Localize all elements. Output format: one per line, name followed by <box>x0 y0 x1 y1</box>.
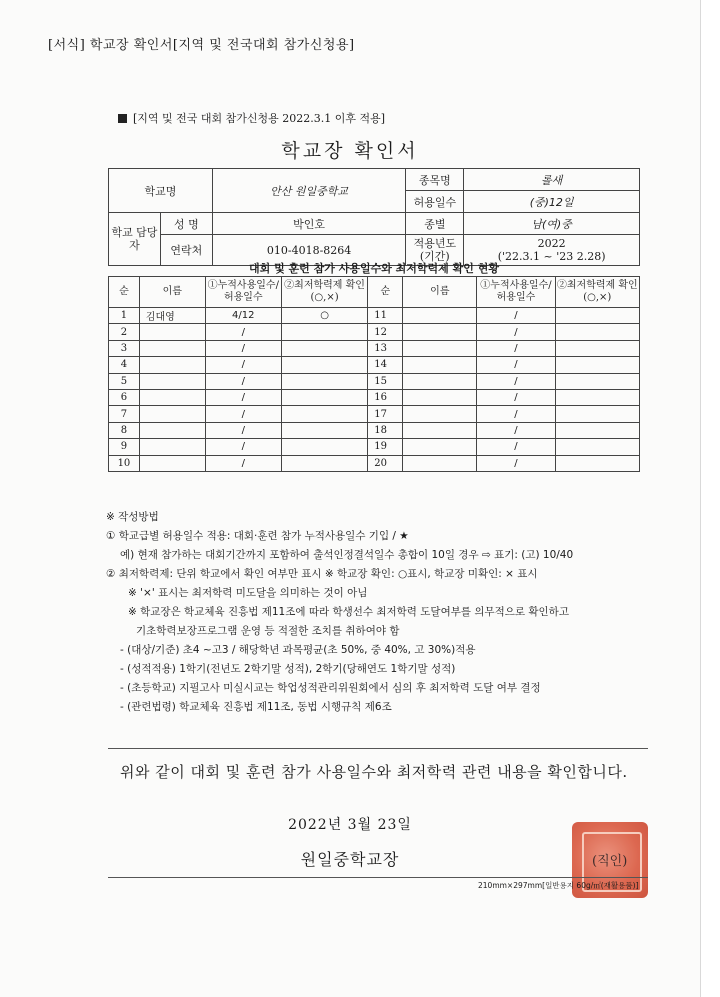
row-check <box>281 357 367 373</box>
row-days: / <box>477 308 555 324</box>
table-row <box>109 455 640 471</box>
instruction-line: - (성적적용) 1학기(전년도 2학기말 성적), 2학기(당해연도 1학기말 성적) <box>120 663 456 675</box>
notice-line <box>118 110 385 126</box>
header-check-right: ②최저학력제 확인(○,×) <box>555 277 639 308</box>
row-name <box>403 340 477 356</box>
header-check-left: ②최저학력제 확인(○,×) <box>281 277 367 308</box>
row-days: / <box>477 340 555 356</box>
instruction-line: 기초학력보장프로그램 운영 등 적절한 조치를 취하여야 함 <box>136 625 400 637</box>
row-name <box>139 389 205 405</box>
row-check <box>281 455 367 471</box>
instruction-line: ① 학교급별 허용일수 적용: 대회·훈련 참가 누적사용일수 기입 / ★ <box>106 530 409 542</box>
row-check <box>555 439 639 455</box>
row-check <box>555 340 639 356</box>
row-name <box>403 455 477 471</box>
row-check <box>281 324 367 340</box>
row-days: / <box>477 422 555 438</box>
notice-text: [지역 및 전국 대회 참가신청용 2022.3.1 이후 적용] <box>133 112 386 125</box>
divider-top <box>108 748 648 749</box>
row-name <box>139 340 205 356</box>
row-no: 12 <box>368 324 403 340</box>
row-days: / <box>205 455 281 471</box>
row-check <box>555 389 639 405</box>
row-name <box>139 406 205 422</box>
row-days: / <box>477 389 555 405</box>
row-check <box>281 340 367 356</box>
header-name-right: 이름 <box>403 277 477 308</box>
row-check <box>555 324 639 340</box>
header-days-left: ①누적사용일수/ 허용일수 <box>205 277 281 308</box>
row-days: / <box>205 357 281 373</box>
instruction-line: - (대상/기준) 초4 ~고3 / 해당학년 과목평균(초 50%, 중 40%, 고 30%)적용 <box>120 644 476 656</box>
school-label: 학교명 <box>109 169 213 213</box>
row-check <box>555 455 639 471</box>
row-days: 4/12 <box>205 308 281 324</box>
status-header-row <box>109 277 640 308</box>
row-name <box>139 422 205 438</box>
row-no: 7 <box>109 406 140 422</box>
instructions <box>106 508 666 717</box>
row-no: 3 <box>109 340 140 356</box>
row-name <box>403 422 477 438</box>
table-row <box>109 439 640 455</box>
event-value: 롤새 <box>464 169 640 191</box>
header-no-right: 순 <box>368 277 403 308</box>
row-name <box>403 373 477 389</box>
allowed-days-value: (중)12일 <box>464 191 640 213</box>
row-no: 2 <box>109 324 140 340</box>
row-name <box>403 439 477 455</box>
table-row <box>109 389 640 405</box>
period-value: ('22.3.1 ~ '23 2.28) <box>497 250 606 263</box>
row-name <box>139 373 205 389</box>
form-header: [서식] 학교장 확인서[지역 및 전국대회 참가신청용] <box>48 38 355 53</box>
instruction-line: 예) 현재 참가하는 대회기간까지 포함하여 출석인정결석일수 총합이 10일 경우 ⇨ 표기: (고) 10/40 <box>120 549 574 561</box>
row-check <box>555 406 639 422</box>
allowed-days-label: 허용일수 <box>406 191 464 213</box>
row-check <box>555 308 639 324</box>
instruction-line: - (초등학교) 지필고사 미실시교는 학업성적관리위원회에서 심의 후 최저학력 도달 여부 결정 <box>120 682 541 694</box>
row-check <box>281 422 367 438</box>
document-title: 학교장 확인서 <box>281 140 419 162</box>
row-name <box>139 357 205 373</box>
instruction-line: ※ 학교장은 학교체육 진흥법 제11조에 따라 학생선수 최저학력 도달여부를 의무적으로 확인하고 <box>128 606 569 618</box>
row-check: ○ <box>281 308 367 324</box>
table-row <box>109 406 640 422</box>
row-no: 4 <box>109 357 140 373</box>
row-name <box>403 324 477 340</box>
table-row <box>109 422 640 438</box>
row-check <box>555 373 639 389</box>
row-check <box>281 373 367 389</box>
row-days: / <box>477 324 555 340</box>
row-days: / <box>205 406 281 422</box>
table-row <box>109 373 640 389</box>
instruction-line: ② 최저학력제: 단위 학교에서 확인 여부만 표시 ※ 학교장 확인: ○표시, 학교장 미확인: × 표시 <box>106 568 538 580</box>
row-no: 1 <box>109 308 140 324</box>
table-row <box>109 340 640 356</box>
row-days: / <box>205 422 281 438</box>
row-no: 16 <box>368 389 403 405</box>
seal-label: (직인) <box>592 854 628 869</box>
category-value: 남(여)중 <box>464 213 640 235</box>
row-check <box>281 406 367 422</box>
manager-label: 학교 담당자 <box>109 213 161 266</box>
row-name <box>139 324 205 340</box>
instruction-line: ※ '×' 표시는 최저학력 미도달을 의미하는 것이 아님 <box>128 587 368 599</box>
row-days: / <box>477 455 555 471</box>
row-name <box>403 389 477 405</box>
event-label: 종목명 <box>406 169 464 191</box>
row-name <box>403 406 477 422</box>
row-no: 13 <box>368 340 403 356</box>
contact-label: 연락처 <box>160 235 212 266</box>
issue-date: 2022년 3월 23일 <box>288 817 412 833</box>
row-days: / <box>477 439 555 455</box>
table-row <box>109 308 640 324</box>
row-check <box>555 422 639 438</box>
row-days: / <box>205 324 281 340</box>
paper-spec: 210mm×297mm[일반용지 60g/㎡(재활용품)] <box>478 881 639 890</box>
row-no: 11 <box>368 308 403 324</box>
header-days-right: ①누적사용일수/ 허용일수 <box>477 277 555 308</box>
row-no: 8 <box>109 422 140 438</box>
table-row <box>109 357 640 373</box>
name-value: 박인호 <box>212 213 406 235</box>
row-name <box>403 357 477 373</box>
school-value: 안산 원일중학교 <box>212 169 406 213</box>
row-days: / <box>205 340 281 356</box>
instructions-heading: ※ 작성방법 <box>106 511 159 523</box>
row-no: 6 <box>109 389 140 405</box>
row-days: / <box>477 357 555 373</box>
row-no: 15 <box>368 373 403 389</box>
header-no-left: 순 <box>109 277 140 308</box>
row-check <box>281 439 367 455</box>
row-no: 14 <box>368 357 403 373</box>
row-check <box>555 357 639 373</box>
info-table <box>108 168 640 266</box>
confirm-text: 위와 같이 대회 및 훈련 참가 사용일수와 최저학력 관련 내용을 확인합니다. <box>120 763 628 781</box>
category-label: 종별 <box>406 213 464 235</box>
contact-value: 010-4018-8264 <box>212 235 406 266</box>
year-label: 적용년도 (기간) <box>406 235 464 266</box>
row-no: 17 <box>368 406 403 422</box>
row-name: 김대영 <box>139 308 205 324</box>
name-label: 성 명 <box>160 213 212 235</box>
row-days: / <box>477 406 555 422</box>
status-title: 대회 및 훈련 참가 사용일수와 최저학력제 확인 현황 <box>249 262 499 275</box>
row-no: 19 <box>368 439 403 455</box>
year-value: 2022 <box>537 237 566 250</box>
row-days: / <box>205 439 281 455</box>
row-no: 18 <box>368 422 403 438</box>
row-no: 9 <box>109 439 140 455</box>
row-days: / <box>205 373 281 389</box>
status-table <box>108 276 640 472</box>
row-check <box>281 389 367 405</box>
row-days: / <box>205 389 281 405</box>
row-no: 20 <box>368 455 403 471</box>
square-bullet-icon <box>118 114 127 123</box>
row-days: / <box>477 373 555 389</box>
row-no: 5 <box>109 373 140 389</box>
header-name-left: 이름 <box>139 277 205 308</box>
row-name <box>139 439 205 455</box>
row-name <box>139 455 205 471</box>
instruction-line: - (관련법령) 학교체육 진흥법 제11조, 동법 시행규칙 제6조 <box>120 701 392 713</box>
table-row <box>109 324 640 340</box>
divider-bottom <box>108 877 648 878</box>
row-no: 10 <box>109 455 140 471</box>
row-name <box>403 308 477 324</box>
principal-name: 원일중학교장 <box>300 850 400 869</box>
